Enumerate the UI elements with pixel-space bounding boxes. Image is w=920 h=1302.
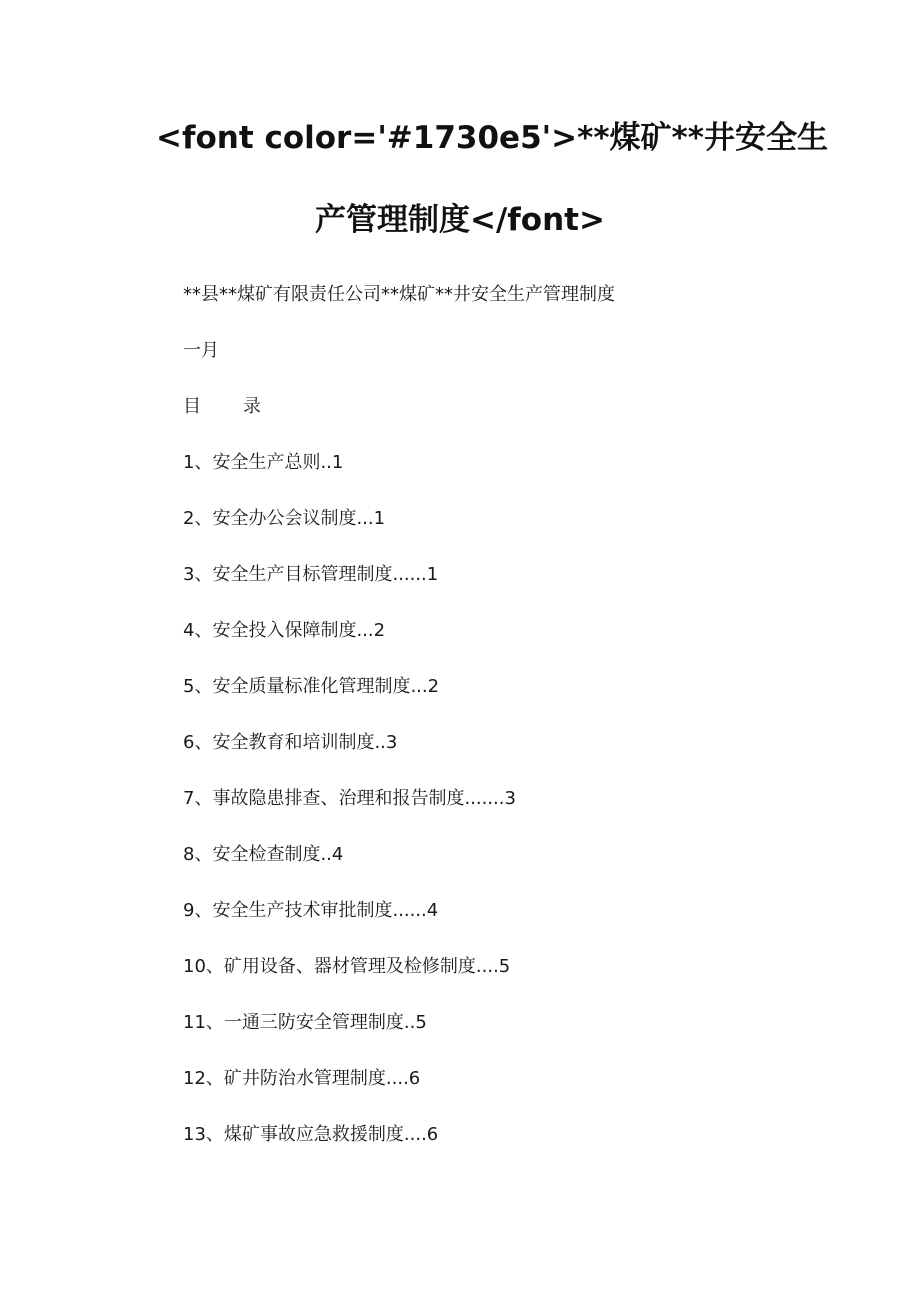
toc-item: 10、矿用设备、器材管理及检修制度....5 [183,956,511,977]
toc-item: 4、安全投入保障制度...2 [183,620,386,641]
toc-item: 13、煤矿事故应急救援制度....6 [183,1124,439,1145]
document-title-line-1: <font color='#1730e5'>**煤矿**井安全生 [156,120,828,156]
toc-item: 1、安全生产总则..1 [183,452,344,473]
toc-item: 5、安全质量标准化管理制度...2 [183,676,440,697]
toc-heading [183,395,261,419]
document-title-line-2: 产管理制度</font> [315,202,605,238]
toc-item: 11、一通三防安全管理制度..5 [183,1012,427,1033]
toc-item: 2、安全办公会议制度...1 [183,508,386,529]
toc-item: 7、事故隐患排查、治理和报告制度.......3 [183,788,516,809]
toc-heading-left: 目 [183,396,201,417]
toc-item: 9、安全生产技术审批制度......4 [183,900,439,921]
toc-heading-right: 录 [243,396,261,417]
toc-item: 12、矿井防治水管理制度....6 [183,1068,421,1089]
toc-item: 6、安全教育和培训制度..3 [183,732,398,753]
toc-item: 8、安全检查制度..4 [183,844,344,865]
toc-item: 3、安全生产目标管理制度......1 [183,564,439,585]
document-subtitle: **县**煤矿有限责任公司**煤矿**井安全生产管理制度 [183,284,615,305]
document-month: 一月 [183,340,219,361]
